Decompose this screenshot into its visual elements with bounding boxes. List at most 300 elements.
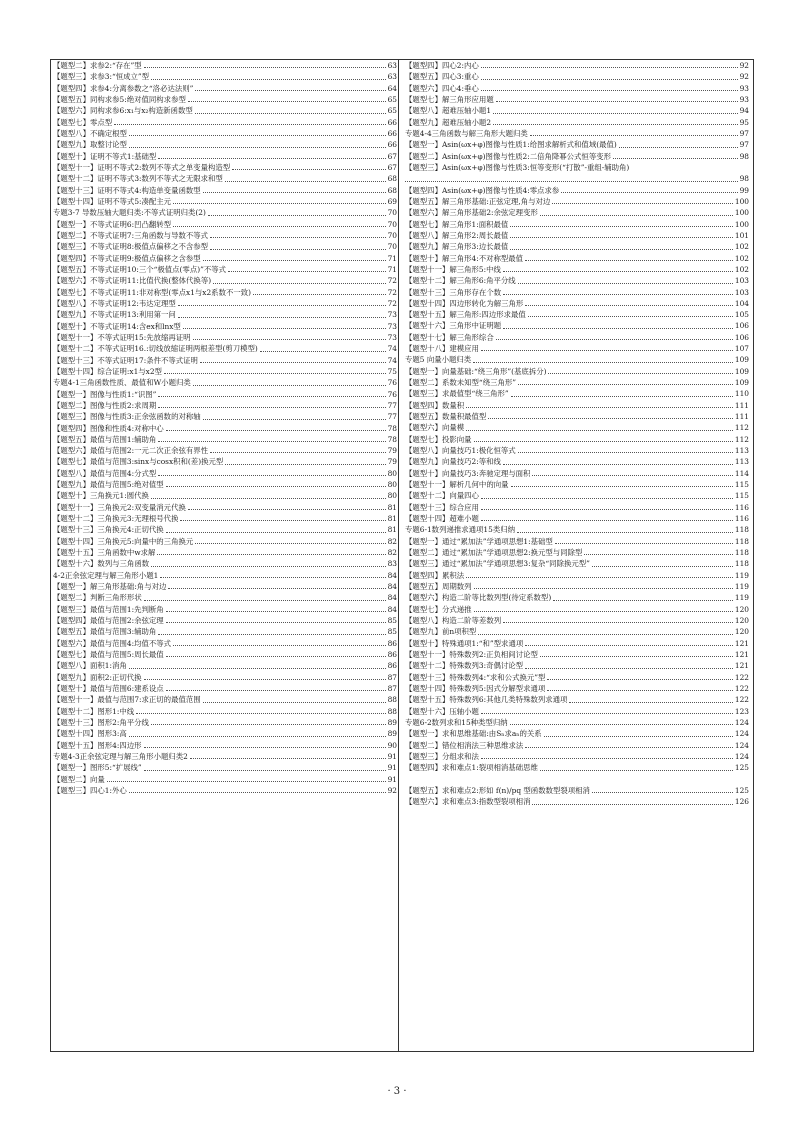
toc-entry-title: 判断三角形形状	[89, 593, 142, 603]
toc-page-number: 65	[387, 106, 397, 116]
toc-entry[interactable]	[405, 366, 749, 377]
toc-section-heading[interactable]	[405, 128, 749, 139]
toc-entry-tag: 【题型三】	[405, 559, 442, 569]
toc-entry-tag: 【题型四】	[405, 185, 442, 195]
toc-entry-tag: 【题型八】	[405, 106, 442, 116]
toc-entry-tag: 【题型四】	[53, 616, 90, 626]
toc-entry[interactable]	[53, 196, 397, 207]
toc-entry-tag: 【题型七】	[405, 219, 442, 229]
toc-entry[interactable]	[53, 774, 397, 785]
toc-page-number: 89	[387, 718, 397, 728]
toc-entry-title: 向量模	[441, 423, 465, 433]
toc-section-heading[interactable]	[405, 354, 749, 365]
toc-entry[interactable]	[405, 649, 749, 660]
toc-entry-tag: 【题型十三】	[53, 718, 98, 728]
toc-section-heading[interactable]	[405, 717, 749, 728]
toc-entry[interactable]	[53, 502, 397, 513]
toc-entry-tag: 【题型五】	[405, 412, 442, 422]
toc-entry[interactable]	[405, 740, 749, 751]
toc-entry[interactable]	[405, 287, 749, 298]
toc-entry[interactable]	[405, 230, 749, 241]
dot-leader	[503, 622, 733, 623]
toc-page-number: 83	[387, 559, 397, 569]
toc-entry[interactable]	[53, 321, 397, 332]
toc-entry-tag: 【题型九】	[405, 117, 442, 127]
dot-leader	[210, 249, 386, 250]
toc-entry[interactable]	[53, 423, 397, 434]
toc-entry-title: 向量技巧1:极化恒等式	[441, 446, 516, 456]
toc-page-number: 100	[734, 219, 749, 229]
toc-entry-tag: 【题型四】	[53, 423, 90, 433]
toc-page-number: 79	[387, 457, 397, 467]
toc-page-number: 122	[734, 695, 749, 705]
toc-entry[interactable]	[405, 513, 749, 524]
toc-entry[interactable]	[53, 366, 397, 377]
toc-entry-tag: 【题型七】	[405, 604, 442, 614]
toc-entry[interactable]	[405, 615, 749, 626]
toc-entry-tag: 【题型十】	[53, 684, 90, 694]
toc-entry[interactable]	[53, 468, 397, 479]
toc-entry[interactable]	[53, 83, 397, 94]
toc-entry[interactable]	[405, 638, 749, 649]
dot-leader	[253, 294, 386, 295]
toc-entry-tag: 【题型十五】	[405, 310, 450, 320]
toc-entry[interactable]	[405, 479, 749, 490]
toc-entry[interactable]	[53, 332, 397, 343]
toc-page-number: 82	[387, 548, 397, 558]
toc-entry-title: 三角换元4:正切代换	[97, 525, 164, 535]
toc-entry[interactable]	[405, 388, 749, 399]
toc-page-number: 70	[387, 208, 397, 218]
toc-entry[interactable]	[53, 479, 397, 490]
toc-entry-title: 最值与范围7:求正切的最值范围	[97, 695, 201, 705]
dot-leader	[129, 147, 386, 148]
toc-entry-title: Asin(ωx+φ)图像与性质2:二倍角降幂公式恒等变形	[441, 151, 611, 161]
toc-entry[interactable]	[405, 774, 749, 797]
toc-entry[interactable]	[405, 253, 749, 264]
toc-entry-tag: 【题型二】	[53, 400, 90, 410]
dot-leader	[158, 475, 385, 476]
toc-entry[interactable]	[405, 558, 749, 569]
toc-entry[interactable]	[53, 241, 397, 252]
toc-page-number: 99	[739, 185, 749, 195]
toc-entry[interactable]	[53, 411, 397, 422]
toc-entry[interactable]	[405, 83, 749, 94]
toc-page-number: 84	[387, 604, 397, 614]
dot-leader	[525, 645, 733, 646]
toc-entry[interactable]	[405, 264, 749, 275]
toc-entry-title: 三角换元3:无理根号代换	[97, 514, 179, 524]
dot-leader	[547, 679, 732, 680]
toc-entry-tag: 【题型九】	[53, 140, 90, 150]
toc-entry[interactable]	[405, 185, 749, 196]
toc-entry[interactable]	[53, 253, 397, 264]
toc-page-number: 122	[734, 672, 749, 682]
toc-section-heading[interactable]	[405, 524, 749, 535]
toc-entry[interactable]	[53, 649, 397, 660]
toc-entry[interactable]	[405, 445, 749, 456]
toc-entry-tag: 【题型十四】	[53, 196, 98, 206]
toc-page-number: 122	[734, 683, 749, 693]
toc-entry-tag: 【题型二】	[405, 151, 442, 161]
toc-right-column	[405, 60, 749, 808]
toc-entry-tag: 【题型九】	[53, 672, 90, 682]
toc-page-number: 111	[734, 412, 749, 422]
toc-entry[interactable]	[53, 151, 397, 162]
toc-page-number: 80	[387, 491, 397, 501]
toc-entry-title: 不等式证明13:利用第一问	[89, 310, 176, 320]
toc-entry[interactable]	[405, 536, 749, 547]
toc-entry-title: 面积1:消角	[89, 661, 127, 671]
toc-entry[interactable]	[53, 94, 397, 105]
toc-entry[interactable]	[405, 694, 749, 705]
toc-page-number: 80	[387, 480, 397, 490]
dot-leader	[157, 554, 385, 555]
toc-entry-tag: 【题型十三】	[53, 525, 98, 535]
dot-leader	[540, 770, 733, 771]
toc-entry[interactable]	[53, 456, 397, 467]
toc-entry-tag: 【题型十一】	[405, 650, 450, 659]
dot-leader	[481, 67, 738, 68]
toc-entry-title: 解三角形2:周长最值	[441, 230, 509, 240]
toc-entry[interactable]	[405, 422, 749, 433]
toc-entry[interactable]	[405, 60, 749, 71]
toc-page-number: 73	[387, 310, 397, 320]
dot-leader	[532, 804, 732, 805]
toc-entry-title: 不等式证明11:非对称型(零点x1与x2系数不一致)	[89, 287, 252, 297]
toc-entry[interactable]	[53, 287, 397, 298]
toc-page-number: 72	[387, 287, 397, 297]
toc-entry[interactable]	[53, 547, 397, 558]
toc-entry[interactable]	[53, 389, 397, 400]
toc-entry-tag: 【题型十六】	[53, 559, 98, 569]
toc-entry[interactable]	[405, 377, 749, 388]
toc-entry[interactable]	[405, 796, 749, 807]
dot-leader	[493, 124, 738, 125]
toc-entry[interactable]	[405, 207, 749, 218]
dot-leader	[188, 509, 386, 510]
dot-leader	[517, 532, 733, 533]
toc-entry-title: 证明不等式5:凑配主元	[97, 196, 172, 206]
toc-entry[interactable]	[53, 728, 397, 739]
toc-entry-title: 最值与范围2:一元二次正余弦有界性	[89, 446, 209, 456]
toc-entry-tag: 【题型七】	[53, 650, 90, 660]
toc-entry[interactable]	[405, 117, 749, 128]
toc-entry-title: 最值与范围3:sinx与cosx积和(差)换元型	[89, 457, 224, 467]
toc-entry[interactable]	[53, 71, 397, 82]
dot-leader	[195, 543, 385, 544]
toc-entry[interactable]	[53, 219, 397, 230]
toc-entry[interactable]	[53, 275, 397, 286]
toc-entry-tag: 【题型三】	[53, 242, 90, 252]
toc-entry[interactable]	[405, 343, 749, 354]
toc-entry[interactable]	[53, 592, 397, 603]
toc-entry-tag: 【题型五】	[405, 785, 442, 795]
toc-entry-tag: 【题型六】	[405, 593, 442, 603]
toc-entry[interactable]	[53, 117, 397, 128]
toc-entry-tag: 【题型四】	[405, 400, 442, 410]
toc-entry-tag: 【题型七】	[405, 434, 442, 444]
toc-entry-title: 四心1:外心	[89, 786, 127, 795]
toc-entry[interactable]	[405, 581, 749, 592]
toc-entry-tag: 【题型十】	[405, 638, 442, 648]
toc-entry-title: 向量基础:“绕三角形”(基底拆分)	[441, 366, 547, 376]
toc-entry[interactable]	[53, 762, 397, 773]
toc-page-number: 93	[739, 94, 749, 104]
toc-entry[interactable]	[53, 660, 397, 671]
toc-entry-title: 解三角形3:边长最值	[441, 242, 509, 252]
dot-leader	[164, 373, 386, 374]
toc-entry-title: 解三角形4:不对称型最值	[441, 253, 524, 263]
toc-page-number: 101	[734, 230, 749, 240]
toc-entry[interactable]	[53, 558, 397, 569]
toc-entry[interactable]	[53, 434, 397, 445]
toc-entry[interactable]	[405, 219, 749, 230]
toc-section-heading[interactable]	[53, 570, 397, 581]
dot-leader	[569, 702, 732, 703]
toc-page-number: 109	[734, 378, 749, 388]
toc-entry[interactable]	[405, 468, 749, 479]
dot-leader	[129, 736, 386, 737]
toc-entry-title: 构造二阶等差数列	[441, 616, 502, 626]
toc-entry[interactable]	[405, 411, 749, 422]
toc-entry[interactable]	[405, 547, 749, 558]
toc-entry-title: 求参2:“存在”型	[89, 61, 142, 70]
toc-entry-title: 解三角形基础:正弦定理,角与对边	[441, 196, 551, 206]
toc-entry-tag: 【题型十三】	[405, 502, 450, 512]
toc-entry[interactable]	[405, 320, 749, 331]
toc-entry[interactable]	[53, 343, 397, 354]
toc-entry[interactable]	[405, 275, 749, 286]
toc-entry-title: 通过“累加法”学通项思想1:基础型	[441, 536, 553, 546]
toc-entry[interactable]	[53, 524, 397, 535]
dot-leader	[168, 588, 385, 589]
dot-leader	[478, 634, 733, 635]
toc-entry[interactable]	[405, 660, 749, 671]
toc-entry[interactable]	[405, 604, 749, 615]
toc-entry[interactable]	[53, 706, 397, 717]
dot-leader	[481, 713, 733, 714]
toc-page-number: 120	[734, 627, 749, 637]
toc-entry-title: 解三角形6:角平分线	[449, 276, 516, 286]
toc-entry-tag: 【题型六】	[405, 423, 442, 433]
toc-entry-title: 专题6-1数列递推求通项15类归纳	[405, 525, 515, 535]
dot-leader	[525, 260, 733, 261]
toc-page-number: 102	[734, 264, 749, 274]
toc-entry-tag: 【题型十一】	[53, 695, 98, 705]
toc-entry-tag: 【题型八】	[405, 230, 442, 240]
toc-page-number: 104	[734, 298, 749, 308]
toc-entry-title: 最值与范围5:绝对值型	[89, 480, 164, 490]
toc-entry-title: 图形3:高	[97, 729, 127, 739]
toc-page-number: 64	[387, 83, 397, 93]
toc-page-number: 92	[739, 72, 749, 82]
toc-section-heading[interactable]	[53, 751, 397, 762]
toc-entry-title: Asin(ωx+φ)图像与性质4:零点求参	[441, 185, 560, 195]
dot-leader	[210, 452, 386, 453]
toc-entry[interactable]	[53, 60, 397, 71]
toc-entry[interactable]	[405, 309, 749, 320]
toc-entry-title: 图形5:“扩展线”	[89, 763, 142, 773]
toc-entry[interactable]	[53, 694, 397, 705]
toc-entry-title: 专题6-2数列求和15种类型归纳	[405, 717, 508, 727]
toc-entry[interactable]	[405, 94, 749, 105]
toc-entry[interactable]	[405, 400, 749, 411]
toc-entry[interactable]	[405, 751, 749, 762]
toc-entry-tag: 【题型五】	[405, 72, 442, 82]
toc-entry[interactable]	[405, 71, 749, 82]
toc-page-number: 70	[387, 230, 397, 240]
toc-entry[interactable]	[405, 683, 749, 694]
toc-page-number: 97	[739, 140, 749, 150]
dot-leader	[466, 407, 733, 408]
toc-entry[interactable]	[53, 638, 397, 649]
toc-entry[interactable]	[405, 592, 749, 603]
toc-entry-tag: 【题型三】	[53, 412, 90, 422]
toc-entry-title: 最值与范围1:先判断角	[89, 604, 164, 614]
toc-entry[interactable]	[405, 456, 749, 467]
toc-entry[interactable]	[405, 298, 749, 309]
toc-entry[interactable]	[53, 626, 397, 637]
dot-leader	[129, 668, 386, 669]
toc-entry[interactable]	[405, 241, 749, 252]
dot-leader	[107, 781, 386, 782]
toc-entry[interactable]	[53, 298, 397, 309]
toc-entry[interactable]	[405, 502, 749, 513]
dot-leader	[166, 622, 386, 623]
dot-leader	[474, 588, 733, 589]
toc-entry[interactable]	[405, 706, 749, 717]
toc-page-number: 114	[734, 468, 749, 478]
toc-section-heading[interactable]	[53, 207, 397, 218]
toc-entry[interactable]	[405, 105, 749, 116]
toc-entry-tag: 【题型八】	[53, 128, 90, 138]
toc-entry[interactable]	[53, 445, 397, 456]
toc-entry[interactable]	[53, 162, 397, 173]
toc-entry[interactable]	[405, 762, 749, 773]
toc-entry-title: 最值与范围5:周长最值	[89, 650, 164, 660]
toc-entry[interactable]	[53, 185, 397, 196]
toc-entry[interactable]	[405, 728, 749, 739]
dot-leader	[525, 747, 733, 748]
toc-entry[interactable]	[53, 128, 397, 139]
toc-entry[interactable]	[53, 309, 397, 320]
toc-entry-tag: 【题型十三】	[405, 672, 450, 682]
toc-page-number: 76	[387, 378, 397, 388]
toc-page-number: 82	[387, 536, 397, 546]
toc-page-number: 88	[387, 695, 397, 705]
toc-entry[interactable]	[405, 626, 749, 637]
toc-entry[interactable]	[53, 490, 397, 501]
toc-entry-tag: 【题型十二】	[405, 661, 450, 671]
toc-entry[interactable]	[53, 785, 397, 796]
toc-page-number: 70	[387, 219, 397, 229]
toc-entry-tag: 【题型二】	[53, 230, 90, 240]
toc-entry[interactable]	[53, 717, 397, 728]
toc-entry[interactable]	[405, 672, 749, 683]
toc-entry[interactable]	[405, 162, 749, 185]
toc-entry[interactable]	[53, 230, 397, 241]
toc-entry-tag: 【题型五】	[53, 434, 90, 444]
toc-entry[interactable]	[53, 683, 397, 694]
dot-leader	[195, 90, 385, 91]
toc-entry-title: 不等式证明7:三角函数与导数不等式	[89, 230, 209, 240]
toc-page-number: 121	[734, 650, 749, 659]
dot-leader	[129, 135, 386, 136]
toc-entry-title: 图像和性质4:对称中心	[89, 423, 164, 433]
toc-entry-title: 解三角形1:面积最值	[441, 219, 509, 229]
toc-entry[interactable]	[53, 264, 397, 275]
toc-entry[interactable]	[53, 513, 397, 524]
dot-leader	[178, 305, 386, 306]
toc-entry-title: 专题4-4三角函数与解三角形大题归类	[405, 128, 528, 138]
toc-entry[interactable]	[53, 581, 397, 592]
toc-entry[interactable]	[53, 615, 397, 626]
toc-entry-title: 系数未知型“绕三角形”	[441, 378, 517, 388]
toc-entry-title: 求参3:“恒成立”型	[89, 72, 150, 82]
toc-entry[interactable]	[405, 139, 749, 150]
toc-entry-title: Asin(ωx+φ)图像与性质3:恒等变形(“打散”-重组-辅助角)	[441, 162, 630, 172]
toc-entry-tag: 【题型二】	[405, 740, 442, 750]
toc-entry[interactable]	[405, 151, 749, 162]
toc-entry[interactable]	[53, 139, 397, 150]
toc-entry[interactable]	[53, 740, 397, 751]
toc-page-number: 106	[734, 332, 749, 342]
toc-entry-tag: 【题型四】	[405, 61, 442, 70]
dot-leader	[158, 396, 385, 397]
toc-entry[interactable]	[405, 570, 749, 581]
toc-entry[interactable]	[53, 355, 397, 366]
toc-entry[interactable]	[405, 332, 749, 343]
toc-entry[interactable]	[53, 173, 397, 184]
toc-entry-title: 特殊通项1:“和”型求通项	[441, 638, 524, 648]
toc-entry[interactable]	[53, 536, 397, 547]
toc-section-heading[interactable]	[53, 377, 397, 388]
toc-entry[interactable]	[53, 672, 397, 683]
toc-entry-title: 解三角形5:中线	[449, 264, 501, 274]
toc-entry-title: 图形1:中线	[97, 706, 135, 716]
toc-entry-title: 三角换元1:圆代换	[89, 491, 149, 501]
toc-entry-title: 通过“累加法”学通项思想3:复杂“同除换元型”	[441, 559, 590, 569]
toc-entry-title: 三角换元5:向量中的三角换元	[97, 536, 194, 546]
toc-entry-title: 解三角形基础:角与对边	[89, 582, 167, 592]
toc-entry-tag: 【题型七】	[53, 287, 90, 297]
toc-entry-tag: 【题型十三】	[405, 287, 450, 297]
toc-entry[interactable]	[53, 105, 397, 116]
toc-entry-tag: 【题型二】	[53, 61, 90, 70]
dot-leader	[518, 384, 733, 385]
dot-leader	[203, 260, 386, 261]
toc-entry[interactable]	[405, 196, 749, 207]
toc-entry-title: 图像与性质2:求周期	[89, 400, 157, 410]
dot-leader	[173, 203, 386, 204]
dot-leader	[530, 135, 738, 136]
toc-entry-title: 不等式证明8:极值点偏移之不含参型	[89, 242, 209, 252]
toc-entry-title: 不确定根型	[89, 128, 127, 138]
toc-entry-title: 解三角形综合	[449, 332, 494, 342]
toc-page-number: 66	[387, 140, 397, 150]
dot-leader	[195, 113, 386, 114]
toc-entry[interactable]	[53, 400, 397, 411]
toc-entry[interactable]	[405, 490, 749, 501]
toc-entry-tag: 【题型三】	[405, 751, 442, 761]
toc-entry-title: 不等式证明9:极值点偏移之含参型	[89, 253, 201, 263]
toc-entry-title: 不等式证明12:韦达定理型	[89, 298, 176, 308]
dot-leader	[592, 566, 733, 567]
toc-entry[interactable]	[53, 604, 397, 615]
toc-entry-title: 综合应用	[449, 502, 479, 512]
toc-entry[interactable]	[405, 434, 749, 445]
